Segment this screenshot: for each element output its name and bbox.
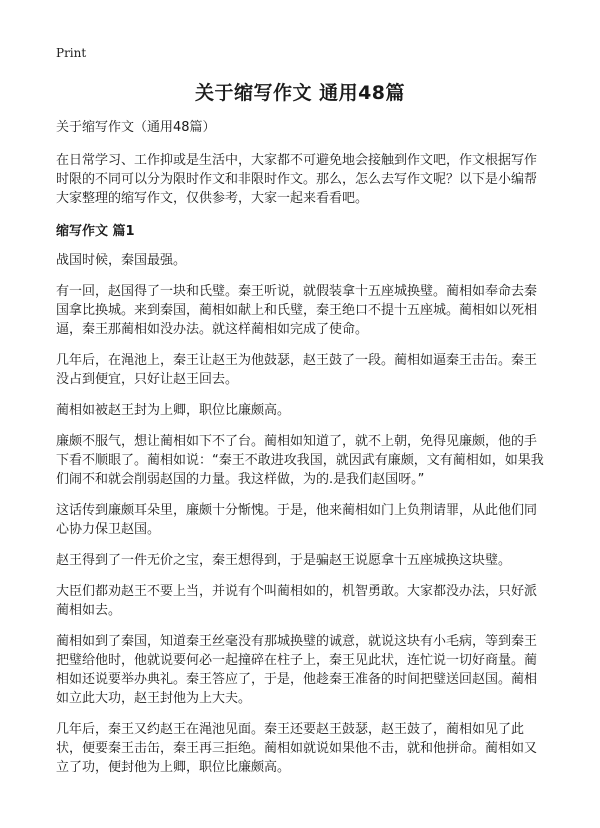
paragraph: 蔺相如到了秦国，知道秦王丝毫没有那城换璧的诚意，就说这块有小毛病，等到秦王把璧给他时，他就说要何必一起撞碎在柱子上，秦王见此状，连忙说一切好商量。蔺相如还说要举办典礼。秦王答应了，于是，他趁秦王准备的时间把璧送回赵国。蔺相如立此大功，赵王封他为上大夫。 (56, 634, 538, 706)
paragraph: 几年后，在渑池上，秦王让赵王为他鼓瑟，赵王鼓了一段。蔺相如逼秦王击缶。秦王没占到便宜，只好让赵王回去。 (56, 353, 538, 387)
page-title: 关于缩写作文 通用48篇 (194, 82, 406, 104)
section-paragraphs (56, 251, 546, 777)
paragraph: 有一回，赵国得了一块和氏璧。秦王听说，就假装拿十五座城换璧。蔺相如奉命去秦国拿比换城。来到秦国，蔺相如献上和氏璧，秦王绝口不提十五座城。蔺相如以死相逼，秦王那蔺相如没办法。就这样蔺相如完成了使命。 (56, 284, 538, 337)
paragraph: 几年后，秦王又约赵王在渑池见面。秦王还要赵王鼓瑟，赵王鼓了，蔺相如见了此状，便要秦王击缶，秦王再三拒绝。蔺相如就说如果他不击，就和他拼命。蔺相如又立了功，便封他为上卿，职位比廉颇高。 (56, 722, 538, 775)
section-heading: 缩写作文 篇1 (56, 224, 135, 239)
paragraph: 这话传到廉颇耳朵里，廉颇十分惭愧。于是，他来蔺相如门上负荆请罪，从此他们同心协力保卫赵国。 (56, 503, 538, 537)
paragraph: 战国时候，秦国最强。 (56, 253, 187, 268)
paragraph: 廉颇不服气，想让蔺相如下不了台。蔺相如知道了，就不上朝，免得见廉颇，他的手下看不顺眼了。蔺相如说：“秦王不敢进攻我国，就因武有廉颇，文有蔺相如，如果我们闹不和就会削弱赵国的力量。我这样做，为的.是我们赵国呀。” (56, 434, 544, 487)
paragraph: 蔺相如被赵王封为上卿，职位比廉颇高。 (56, 403, 291, 418)
paragraph: 赵王得到了一件无价之宝，秦王想得到，于是骗赵王说愿拿十五座城换这块璧。 (56, 553, 512, 568)
print-link[interactable]: Print (56, 46, 87, 60)
article-body (56, 118, 546, 789)
intro-paragraph: 在日常学习、工作抑或是生活中，大家都不可避免地会接触到作文吧，作文根据写作时限的不同可以分为限时作文和非限时作文。那么，怎么去写作文呢？以下是小编帮大家整理的缩写作文，仅供参考，大家一起来看看吧。 (56, 153, 538, 206)
paragraph: 大臣们都劝赵王不要上当，并说有个叫蔺相如的，机智勇敢。大家都没办法，只好派蔺相如去。 (56, 584, 538, 618)
article-subtitle: 关于缩写作文（通用48篇） (56, 120, 216, 135)
